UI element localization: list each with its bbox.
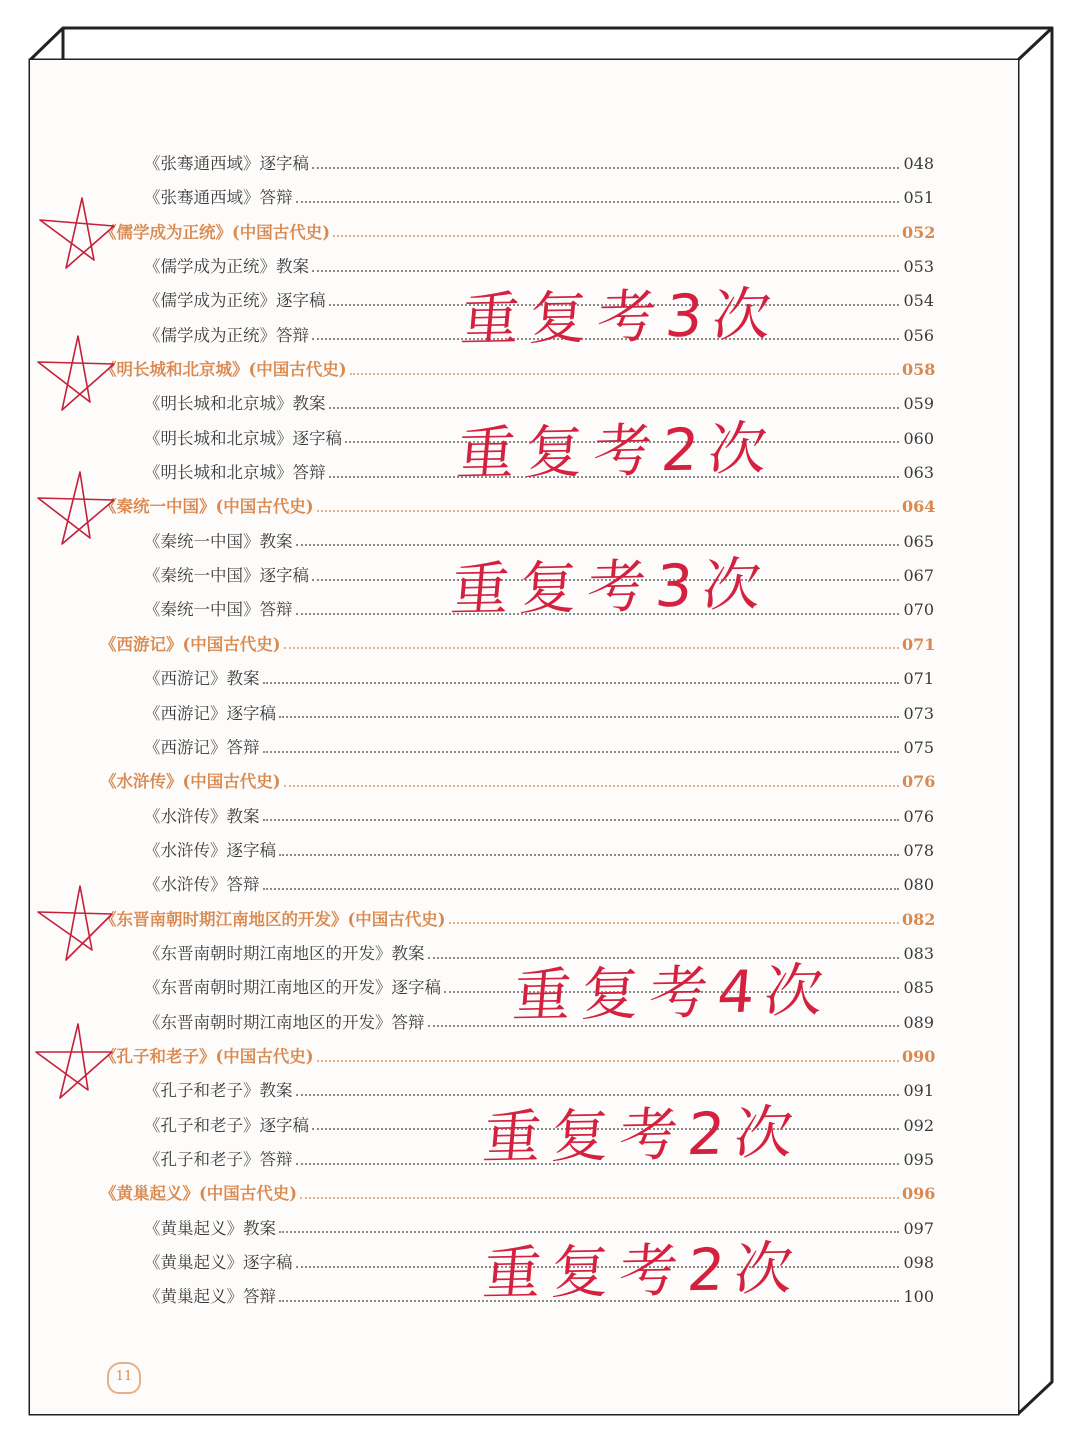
star-mark-icon	[32, 330, 122, 415]
star-mark-icon	[32, 880, 122, 965]
toc-section	[100, 1177, 934, 1211]
toc-title: 《水浒传》教案	[144, 806, 260, 826]
dot-leader	[263, 681, 900, 684]
toc-section	[100, 353, 934, 387]
toc-title: 《孔子和老子》答辩	[144, 1149, 293, 1169]
toc-title: 《明长城和北京城》(中国古代史)	[100, 360, 347, 380]
dot-leader	[300, 1196, 899, 1199]
dot-leader	[284, 646, 899, 649]
toc-section	[100, 628, 934, 662]
dot-leader	[279, 715, 899, 718]
toc-title: 《东晋南朝时期江南地区的开发》逐字稿	[144, 978, 441, 998]
toc-section	[100, 216, 934, 250]
toc-page-number: 071	[902, 634, 936, 654]
toc-title: 《东晋南朝时期江南地区的开发》答辩	[144, 1012, 425, 1032]
toc-title: 《儒学成为正统》教案	[144, 257, 309, 277]
toc-title: 《黄巢起义》(中国古代史)	[100, 1184, 298, 1204]
toc-page-number: 065	[903, 531, 934, 551]
toc-page-number: 091	[903, 1081, 934, 1101]
star-mark-icon	[32, 466, 122, 551]
toc-title: 《明长城和北京城》逐字稿	[144, 428, 342, 448]
toc-entry	[100, 868, 934, 902]
toc-title: 《秦统一中国》逐字稿	[144, 566, 309, 586]
toc-section	[100, 490, 934, 524]
toc-page-number: 082	[902, 909, 936, 929]
toc-title: 《秦统一中国》教案	[144, 531, 293, 551]
toc-page-number: 053	[903, 257, 934, 277]
dot-leader	[284, 784, 899, 787]
toc-page-number: 054	[903, 291, 934, 311]
toc-title: 《孔子和老子》教案	[144, 1081, 293, 1101]
toc-page-number: 056	[903, 325, 934, 345]
toc-title: 《秦统一中国》(中国古代史)	[100, 497, 314, 517]
repeat-annotation: 重复考3次	[458, 280, 784, 354]
toc-page-number: 080	[903, 875, 934, 895]
toc-title: 《西游记》答辩	[144, 737, 260, 757]
dot-leader	[317, 509, 899, 512]
toc-page-number: 051	[903, 188, 934, 208]
dot-leader	[449, 921, 899, 924]
dot-leader	[263, 750, 900, 753]
toc-title: 《水浒传》答辩	[144, 875, 260, 895]
toc-title: 《西游记》逐字稿	[144, 703, 276, 723]
toc-page-number: 048	[903, 154, 934, 173]
toc-page-number: 052	[902, 222, 936, 242]
toc-title: 《孔子和老子》逐字稿	[144, 1115, 309, 1135]
repeat-annotation: 重复考2次	[480, 1098, 806, 1172]
toc-page-number: 067	[903, 566, 934, 586]
toc-section	[100, 765, 934, 799]
toc-page-number: 085	[903, 978, 934, 998]
toc-title: 《东晋南朝时期江南地区的开发》(中国古代史)	[100, 909, 446, 929]
toc-page-number: 100	[903, 1287, 934, 1307]
toc-title: 《孔子和老子》(中国古代史)	[100, 1046, 314, 1066]
toc-page-number: 075	[903, 737, 934, 757]
toc-title: 《明长城和北京城》答辩	[144, 463, 326, 483]
page-number: 11	[107, 1362, 141, 1394]
dot-leader	[263, 818, 900, 821]
toc-page-number: 078	[903, 840, 934, 860]
toc-title: 《儒学成为正统》(中国古代史)	[100, 222, 331, 242]
toc-page-number: 058	[902, 360, 936, 380]
toc-title: 《黄巢起义》逐字稿	[144, 1253, 293, 1272]
toc-title: 《秦统一中国》答辩	[144, 600, 293, 620]
toc-title: 《儒学成为正统》逐字稿	[144, 291, 326, 311]
toc-page-number: 089	[903, 1012, 934, 1032]
dot-leader	[263, 887, 900, 890]
toc-title: 《西游记》教案	[144, 669, 260, 689]
toc-page-number: 090	[902, 1046, 936, 1066]
toc-title: 《张骞通西域》逐字稿	[144, 154, 309, 173]
toc-page-number: 064	[902, 497, 936, 517]
toc-entry	[100, 731, 934, 765]
dot-leader	[333, 234, 899, 237]
dot-leader	[279, 853, 899, 856]
toc-entry	[100, 697, 934, 731]
dot-leader	[312, 166, 899, 169]
toc-title: 《黄巢起义》答辩	[144, 1287, 276, 1307]
toc-page-number: 096	[902, 1184, 936, 1204]
toc-entry	[100, 662, 934, 696]
toc-page-number: 098	[903, 1253, 934, 1272]
toc-title: 《东晋南朝时期江南地区的开发》教案	[144, 943, 425, 963]
toc-page-number: 076	[903, 806, 934, 826]
toc-page-number: 083	[903, 943, 934, 963]
toc-entry	[100, 834, 934, 868]
star-mark-icon	[34, 190, 124, 275]
toc-title: 《西游记》(中国古代史)	[100, 634, 281, 654]
toc-page-number: 073	[903, 703, 934, 723]
repeat-annotation: 重复考3次	[448, 550, 774, 624]
toc-page-number: 071	[903, 669, 934, 689]
toc-section	[100, 1040, 934, 1074]
toc-page-number: 095	[903, 1149, 934, 1169]
toc-title: 《水浒传》逐字稿	[144, 840, 276, 860]
toc-title: 《张骞通西域》答辩	[144, 188, 293, 208]
toc-title: 《明长城和北京城》教案	[144, 394, 326, 414]
toc-page-number: 092	[903, 1115, 934, 1135]
toc-page-number: 059	[903, 394, 934, 414]
toc-page-number: 076	[902, 772, 936, 792]
toc-entry	[100, 147, 934, 181]
toc-page-number: 063	[903, 463, 934, 483]
toc-page-number: 070	[903, 600, 934, 620]
toc-title: 《水浒传》(中国古代史)	[100, 772, 281, 792]
toc-section	[100, 903, 934, 937]
toc-title: 《黄巢起义》教案	[144, 1218, 276, 1238]
repeat-annotation: 重复考2次	[480, 1234, 806, 1308]
repeat-annotation: 重复考2次	[454, 414, 780, 488]
dot-leader	[350, 372, 899, 375]
star-mark-icon	[30, 1018, 120, 1103]
toc-entry	[100, 181, 934, 215]
dot-leader	[296, 200, 900, 203]
toc-entry	[100, 800, 934, 834]
toc-page-number: 097	[903, 1218, 934, 1238]
toc-page-number: 060	[903, 428, 934, 448]
dot-leader	[317, 1059, 899, 1062]
toc-title: 《儒学成为正统》答辩	[144, 325, 309, 345]
repeat-annotation: 重复考4次	[510, 956, 836, 1030]
